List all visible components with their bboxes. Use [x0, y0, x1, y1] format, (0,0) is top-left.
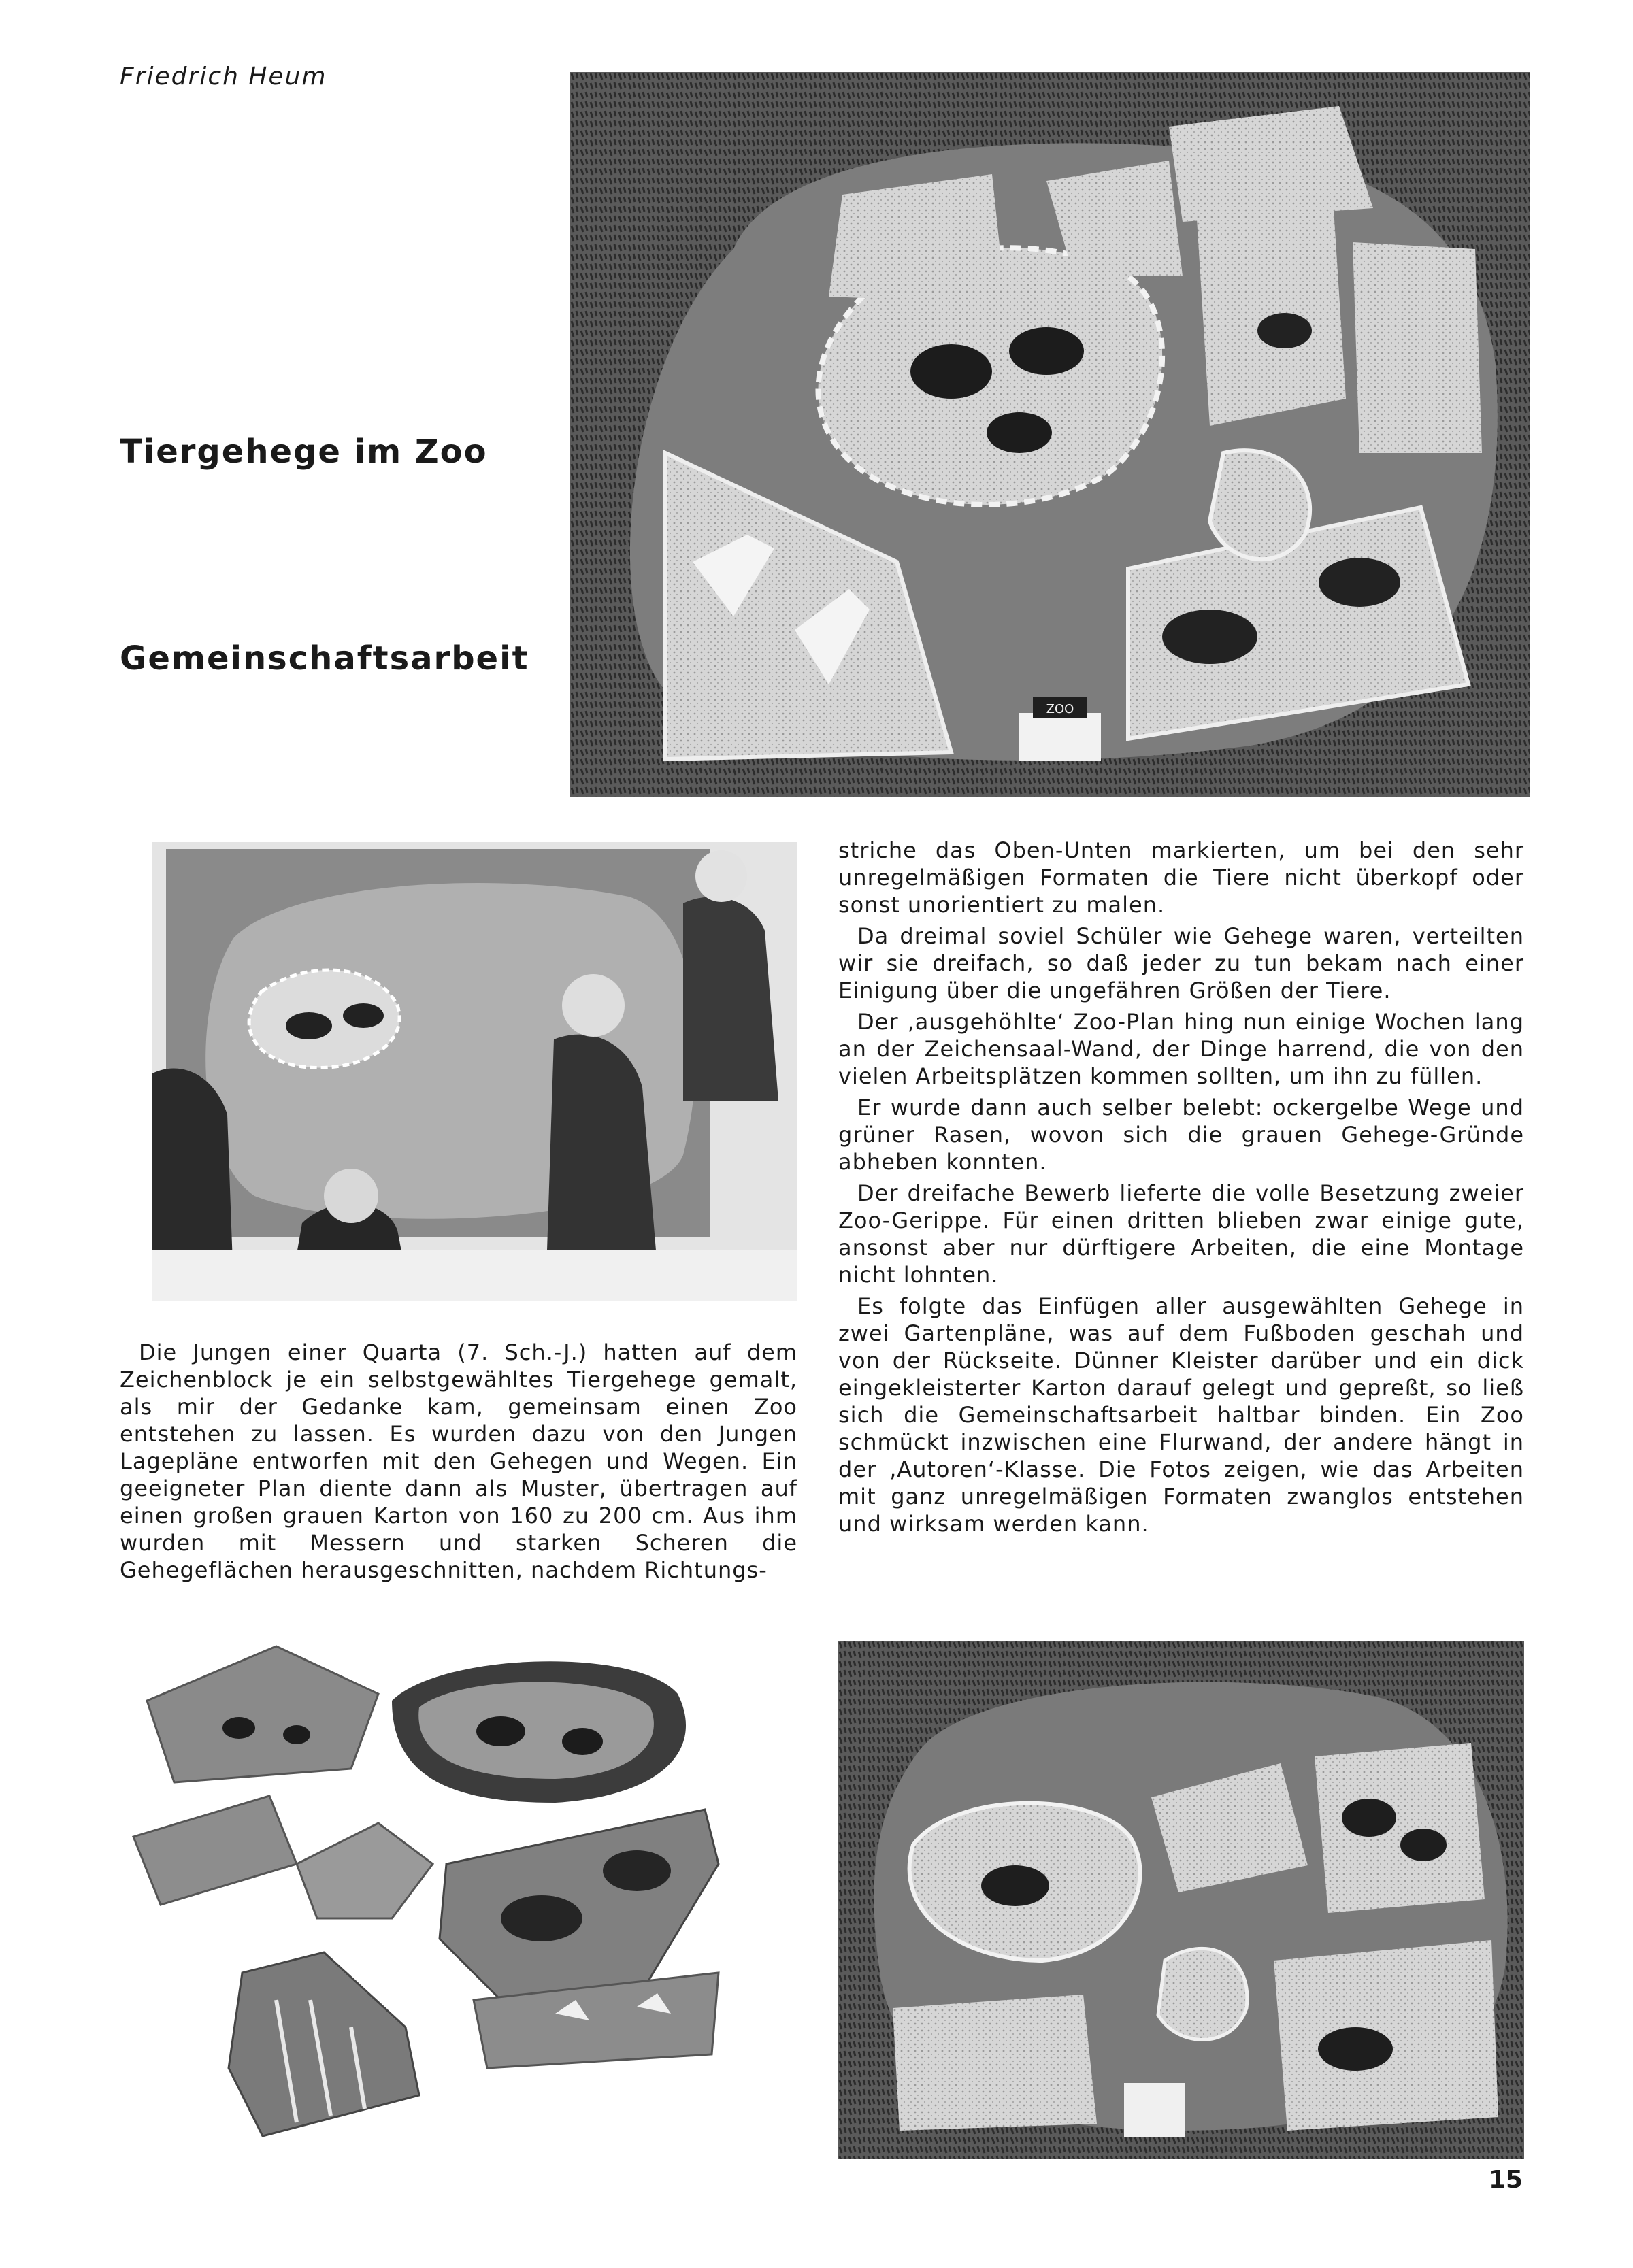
- article-subtitle: Gemeinschaftsarbeit: [120, 639, 529, 678]
- body-text-left-column: [120, 1339, 797, 1588]
- author-name: Friedrich Heum: [120, 63, 327, 90]
- paragraph: Der dreifache Bewerb lieferte die volle Besetzung zweier Zoo-Gerippe. Für einen dritten blieben zwar einige gute, ansonst aber nur dürftigere Arbeiten, die eine Montage nicht lohnten.: [838, 1180, 1524, 1288]
- paragraph: Die Jungen einer Quarta (7. Sch.-J.) hatten auf dem Zeichenblock je ein selbstgewähltes Tiergehege gemalt, als mir der Gedanke kam, gemeinsam einen Zoo entstehen zu lassen. Es wurden dazu von den Jungen Lagepläne entworfen mit den Gehegen und Wegen. Ein geeigneter Plan diente dann als Muster, übertragen auf einen großen grauen Karton von 160 zu 200 cm. Aus ihm wurden mit Messern und starken Scheren die Gehegeflächen herausgeschnitten, nachdem Richtungs-: [120, 1339, 797, 1583]
- paragraph: Da dreimal soviel Schüler wie Gehege waren, verteilten wir sie dreifach, so daß jeder zu tun bekam nach einer Einigung über die ungefähren Größen der Tiere.: [838, 923, 1524, 1003]
- photo-boys-with-zoo-plan: [152, 842, 797, 1301]
- body-text-right-column: [838, 837, 1524, 1541]
- photo-cutout-enclosures: [120, 1619, 800, 2156]
- paragraph: Es folgte das Einfügen aller ausgewählten Gehege in zwei Gartenpläne, was auf dem Fußboden geschah und von der Rückseite. Dünner Kleister darüber und ein dick eingekleisterter Karton darauf gelegt und gepreßt, so ließ sich die Gemeinschaftsarbeit haltbar binden. Ein Zoo schmückt inzwischen eine Flurwand, der andere hängt in der ‚Autoren‘-Klasse. Die Fotos zeigen, wie das Arbeiten mit ganz unregelmäßigen Formaten zwanglos entstehen und wirksam werden kann.: [838, 1293, 1524, 1537]
- photo-zoo-collage-second: [838, 1641, 1524, 2159]
- paragraph: striche das Oben-Unten markierten, um bei den sehr unregelmäßigen Formaten die Tiere nicht überkopf oder sonst unorientiert zu malen.: [838, 837, 1524, 918]
- paragraph: Er wurde dann auch selber belebt: ockergelbe Wege und grüner Rasen, wovon sich die grauen Gehege-Gründe abheben konnten.: [838, 1095, 1524, 1175]
- photo-zoo-collage-top: [570, 72, 1530, 797]
- paragraph: Der ‚ausgehöhlte‘ Zoo-Plan hing nun einige Wochen lang an der Zeichensaal-Wand, der Dinge harrend, die von den vielen Arbeitsplätzen kommen sollten, um ihn zu füllen.: [838, 1009, 1524, 1089]
- zoo-sign-text: ZOO: [1046, 702, 1074, 716]
- article-title: Tiergehege im Zoo: [120, 433, 488, 471]
- page-number: 15: [1489, 2166, 1523, 2194]
